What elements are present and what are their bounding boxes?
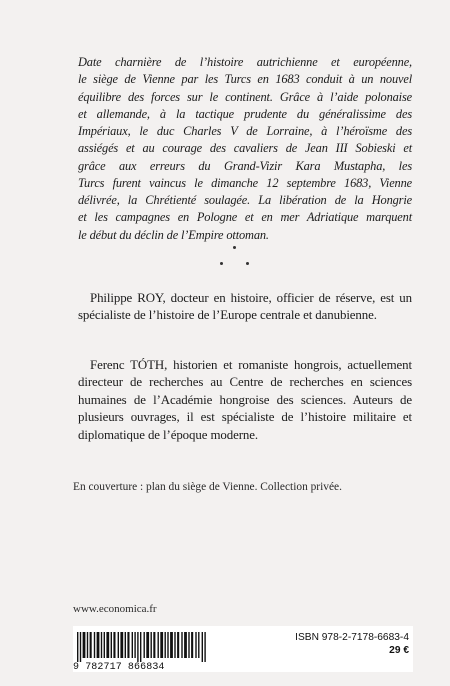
author-bio-roy: Philippe ROY, docteur en histoire, officier de réserve, est un spécialiste de l’histoire de l’Europe centrale et danubienne. (78, 291, 412, 323)
isbn-number: ISBN 978-2-7178-6683-4 (295, 632, 409, 643)
barcode-digits: 9 782717 866834 (73, 662, 165, 673)
back-cover-blurb (78, 54, 412, 244)
author-bio-toth: Ferenc TÓTH, historien et romaniste hongrois, actuellement directeur de recherches au Centre de recherches en sciences humaines de l’Académie hongroise des sciences. Auteurs de plusieurs ouvrages, il est spécialiste de l’histoire militaire et diplomatique de l’époque moderne. (78, 358, 412, 442)
asterism-divider (218, 244, 254, 268)
barcode-icon (77, 632, 207, 662)
blurb-line: et les campagnes en Pologne et en mer Adriatique marquent (78, 210, 412, 225)
blurb-line: délivrée, la Chrétienté soulagée. La libération de la Hongrie (78, 193, 412, 207)
blurb-line: Turcs furent vaincus le dimanche 12 septembre 1683, Vienne (78, 175, 412, 190)
blurb-line: grâce aux erreurs du Grand-Vizir Kara Mustapha, les (78, 158, 412, 173)
asterism-dot (220, 262, 223, 265)
blurb-line: Impériaux, le duc Charles V de Lorraine, à l’héroïsme des (78, 124, 412, 138)
cover-credit: En couverture : plan du siège de Vienne. Collection privée. (73, 481, 342, 493)
price-label: 29 € (389, 645, 409, 656)
barcode-panel (73, 626, 413, 672)
blurb-line: Date charnière de l’histoire autrichienne et européenne, (78, 55, 412, 69)
publisher-website: www.economica.fr (73, 603, 157, 615)
asterism-dot (233, 246, 236, 249)
blurb-line: et allemande, à la tactique prudente du généralissime des (78, 106, 412, 121)
blurb-line: équilibre des forces sur le continent. Grâce à l’aide polonaise (78, 89, 412, 104)
blurb-line: assiégés et au courage des cavaliers de Jean III Sobieski et (78, 141, 412, 156)
blurb-line: le début du déclin de l’Empire ottoman. (78, 227, 269, 242)
asterism-dot (246, 262, 249, 265)
blurb-line: le siège de Vienne par les Turcs en 1683 conduit à un nouvel (78, 72, 412, 87)
